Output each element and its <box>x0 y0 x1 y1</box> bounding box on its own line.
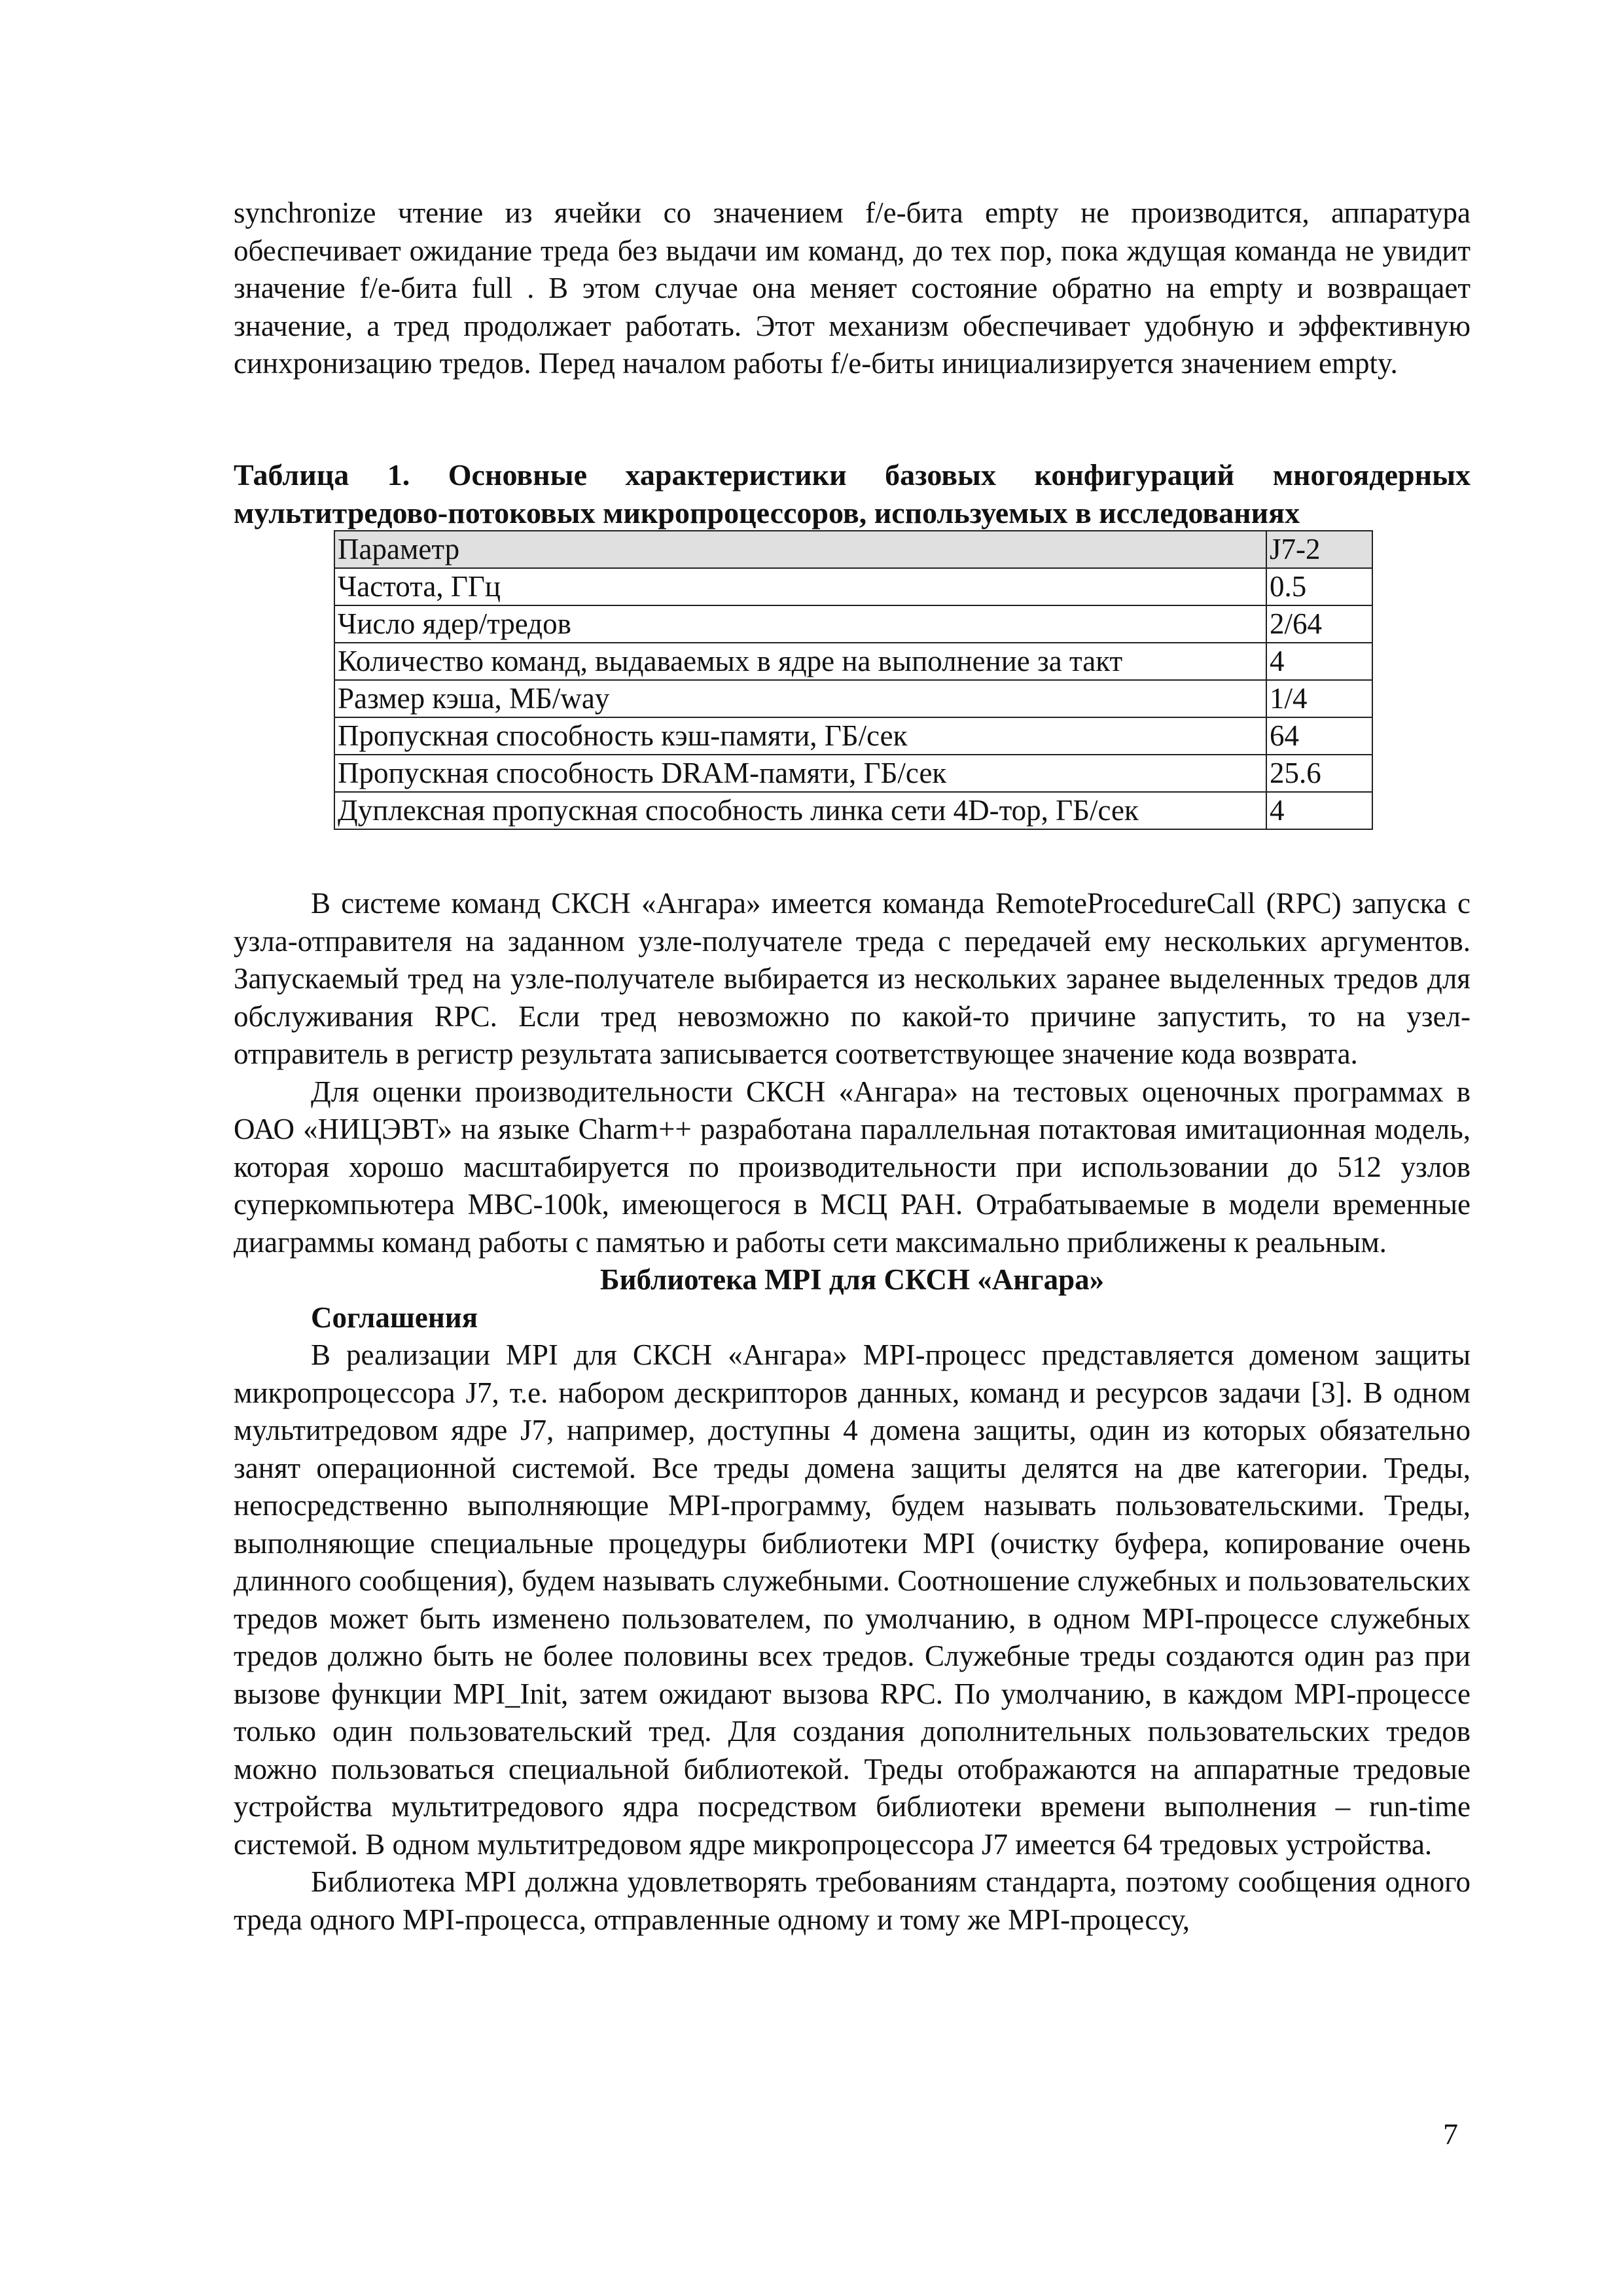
table-cell-value: 25.6 <box>1266 755 1372 792</box>
paragraph-rpc: В системе команд СКСН «Ангара» имеется команда RemoteProcedureCall (RPC) запуска с узла-отправителя на заданном узле-получателе треда с передачей ему нескольких аргументов. Запускаемый тред на узле-получателе выбирается из нескольких заранее выделенных тредов для обслуживания RPC. Если тред невозможно по какой-то причине запустить, то на узел-отправитель в регистр результата записывается соответствующее значение кода возврата. <box>234 887 1471 1070</box>
table-caption <box>234 456 1471 532</box>
table-cell-param: Дуплексная пропускная способность линка сети 4D-тор, ГБ/сек <box>334 792 1266 829</box>
table-header-row <box>334 531 1372 568</box>
table-cell-param: Размер кэша, МБ/way <box>334 680 1266 717</box>
table-cell-value: 4 <box>1266 792 1372 829</box>
table-cell-param: Количество команд, выдаваемых в ядре на выполнение за такт <box>334 643 1266 680</box>
paragraph-conventions: В реализации MPI для СКСН «Ангара» MPI-процесс представляется доменом защиты микропроцессора J7, т.е. набором дескрипторов данных, команд и ресурсов задачи [3]. В одном мультитредовом ядре J7, например, доступны 4 домена защиты, один из которых обязательно занят операционной системой. Все треды домена защиты делятся на две категории. Треды, непосредственно выполняющие MPI-программу, будем называть пользовательскими. Треды, выполняющие специальные процедуры библиотеки MPI (очистку буфера, копирование очень длинного сообщения), будем называть служебными. Соотношение служебных и пользовательских тредов может быть изменено пользователем, по умолчанию, в одном MPI-процессе служебных тредов должно быть не более половины всех тредов. Служебные треды создаются один раз при вызове функции MPI_Init, затем ожидают вызова RPC. По умолчанию, в каждом MPI-процессе только один пользовательский тред. Для создания дополнительных пользовательских тредов можно пользоваться специальной библиотекой. Треды отображаются на аппаратные тредовые устройства мультитредового ядра посредством библиотеки времени выполнения – run-time системой. В одном мультитредовом ядре микропроцессора J7 имеется 64 тредовых устройства. <box>234 1338 1471 1861</box>
table-cell-param: Частота, ГГц <box>334 568 1266 605</box>
table-cell-value: 2/64 <box>1266 605 1372 643</box>
table-header-cell: J7-2 <box>1266 531 1372 568</box>
table-cell-param: Пропускная способность кэш-памяти, ГБ/сек <box>334 717 1266 755</box>
table-caption-line1: Таблица 1. Основные характеристики базовых конфигураций многоядерных <box>234 458 1471 492</box>
table-row <box>334 568 1372 605</box>
paragraph-standard: Библиотека MPI должна удовлетворять требованиям стандарта, поэтому сообщения одного треда одного MPI-процесса, отправленные одному и тому же MPI-процессу, <box>234 1865 1471 1936</box>
table-row <box>334 605 1372 643</box>
page-number: 7 <box>1443 2117 1458 2151</box>
table-cell-value: 64 <box>1266 717 1372 755</box>
table-cell-value: 0.5 <box>1266 568 1372 605</box>
intro-block <box>234 194 1471 383</box>
table-row <box>334 643 1372 680</box>
intro-paragraph: synchronize чтение из ячейки со значением f/e-бита empty не производится, аппаратура обеспечивает ожидание треда без выдачи им команд, до тех пор, пока ждущая команда не увидит значение f/e-бита full . В этом случае она меняет состояние обратно на empty и возвращает значение, а тред продолжает работать. Этот механизм обеспечивает удобную и эффективную синхронизацию тредов. Перед началом работы f/e-биты инициализируется значением empty. <box>234 196 1471 380</box>
table-row <box>334 717 1372 755</box>
subsection-title: Соглашения <box>311 1300 478 1334</box>
table-cell-param: Число ядер/тредов <box>334 605 1266 643</box>
table-cell-param: Пропускная способность DRAM-памяти, ГБ/сек <box>334 755 1266 792</box>
table-cell-value: 1/4 <box>1266 680 1372 717</box>
table-cell-value: 4 <box>1266 643 1372 680</box>
body-block <box>234 885 1471 1939</box>
table-header-cell: Параметр <box>334 531 1266 568</box>
table-row <box>334 680 1372 717</box>
section-title: Библиотека MPI для СКСН «Ангара» <box>599 1263 1105 1296</box>
table-row <box>334 755 1372 792</box>
parameters-table <box>334 530 1373 830</box>
table-caption-line2: мультитредово-потоковых микропроцессоров, используемых в исследованиях <box>234 496 1300 529</box>
paragraph-model: Для оценки производительности СКСН «Ангара» на тестовых оценочных программах в ОАО «НИЦЭВТ» на языке Charm++ разработана параллельная потактовая имитационная модель, которая хорошо масштабируется по производительности при использовании до 512 узлов суперкомпьютера МВС-100k, имеющегося в МСЦ РАН. Отрабатываемые в модели временные диаграммы команд работы с памятью и работы сети максимально приближены к реальным. <box>234 1075 1471 1259</box>
table-row <box>334 792 1372 829</box>
